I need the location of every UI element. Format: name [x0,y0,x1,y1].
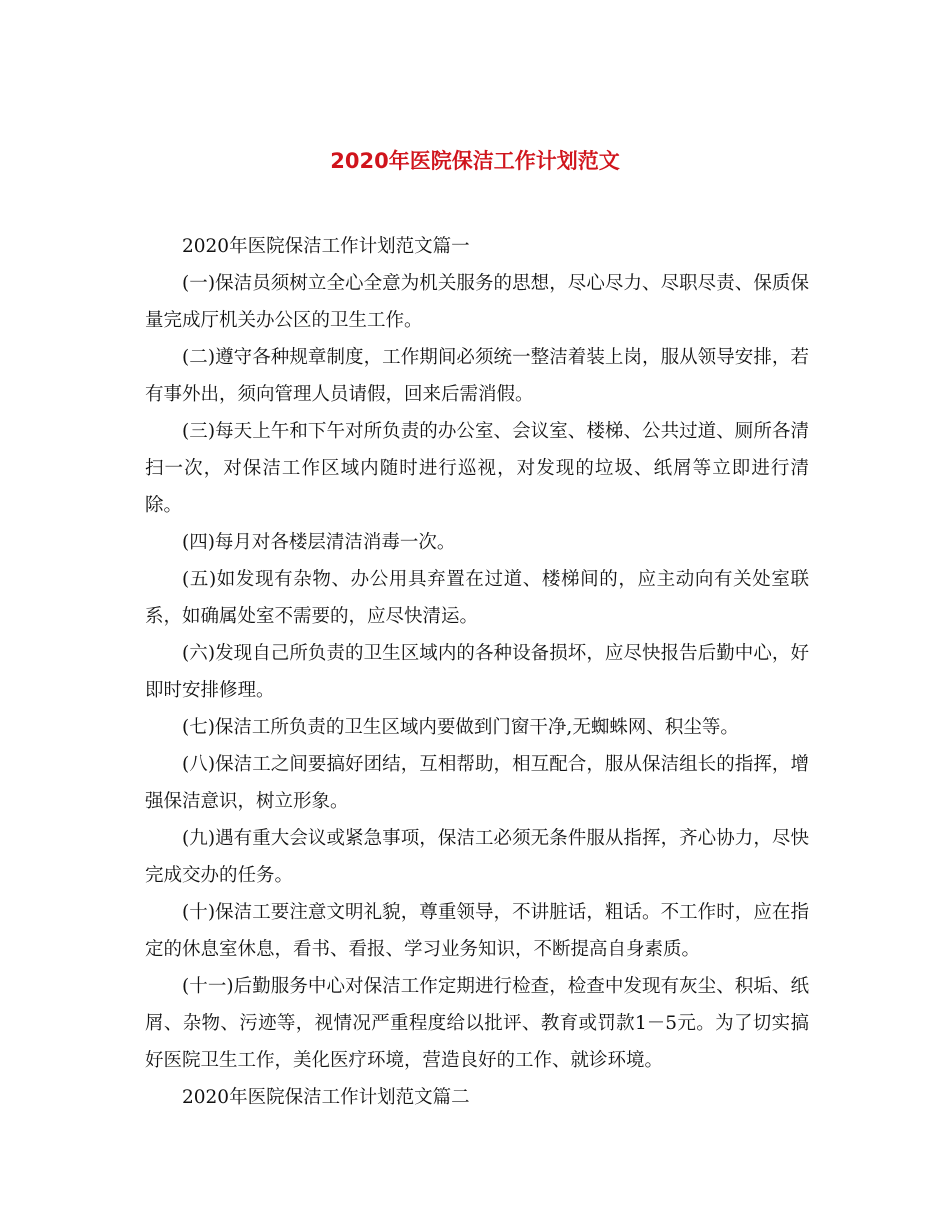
paragraph-10: (十)保洁工要注意文明礼貌，尊重领导，不讲脏话，粗话。不工作时，应在指定的休息室休息，看书、看报、学习业务知识，不断提高自身素质。 [145,902,809,960]
paragraph-3: (三)每天上午和下午对所负责的办公室、会议室、楼梯、公共过道、厕所各清扫一次，对保洁工作区域内随时进行巡视，对发现的垃圾、纸屑等立即进行清除。 [145,421,809,516]
paragraph-4: (四)每月对各楼层清洁消毒一次。 [182,532,456,553]
paragraph-11: (十一)后勤服务中心对保洁工作定期进行检查，检查中发现有灰尘、积垢、纸屑、杂物、污迹等，视情况严重程度给以批评、教育或罚款1－5元。为了切实搞好医院卫生工作，美化医疗环境，营造良好的工作、就诊环境。 [145,976,809,1071]
paragraph-6: (六)发现自己所负责的卫生区域内的各种设备损坏，应尽快报告后勤中心，好即时安排修理。 [145,643,809,701]
section-heading-2: 2020年医院保洁工作计划范文篇二 [182,1087,470,1108]
section-heading-1: 2020年医院保洁工作计划范文篇一 [182,236,470,257]
paragraph-7: (七)保洁工所负责的卫生区域内要做到门窗干净,无蜘蛛网、积尘等。 [182,717,739,738]
document-title: 2020年医院保洁工作计划范文 [330,149,620,173]
paragraph-5: (五)如发现有杂物、办公用具弃置在过道、楼梯间的，应主动向有关处室联系，如确属处室不需要的，应尽快清运。 [145,569,809,627]
document-body [145,228,809,1116]
paragraph-8: (八)保洁工之间要搞好团结，互相帮助，相互配合，服从保洁组长的指挥，增强保洁意识，树立形象。 [145,754,809,812]
paragraph-9: (九)遇有重大会议或紧急事项，保洁工必须无条件服从指挥，齐心协力，尽快完成交办的任务。 [145,828,809,886]
paragraph-1: (一)保洁员须树立全心全意为机关服务的思想，尽心尽力、尽职尽责、保质保量完成厅机关办公区的卫生工作。 [145,273,809,331]
paragraph-2: (二)遵守各种规章制度，工作期间必须统一整洁着装上岗，服从领导安排，若有事外出，须向管理人员请假，回来后需消假。 [145,347,809,405]
